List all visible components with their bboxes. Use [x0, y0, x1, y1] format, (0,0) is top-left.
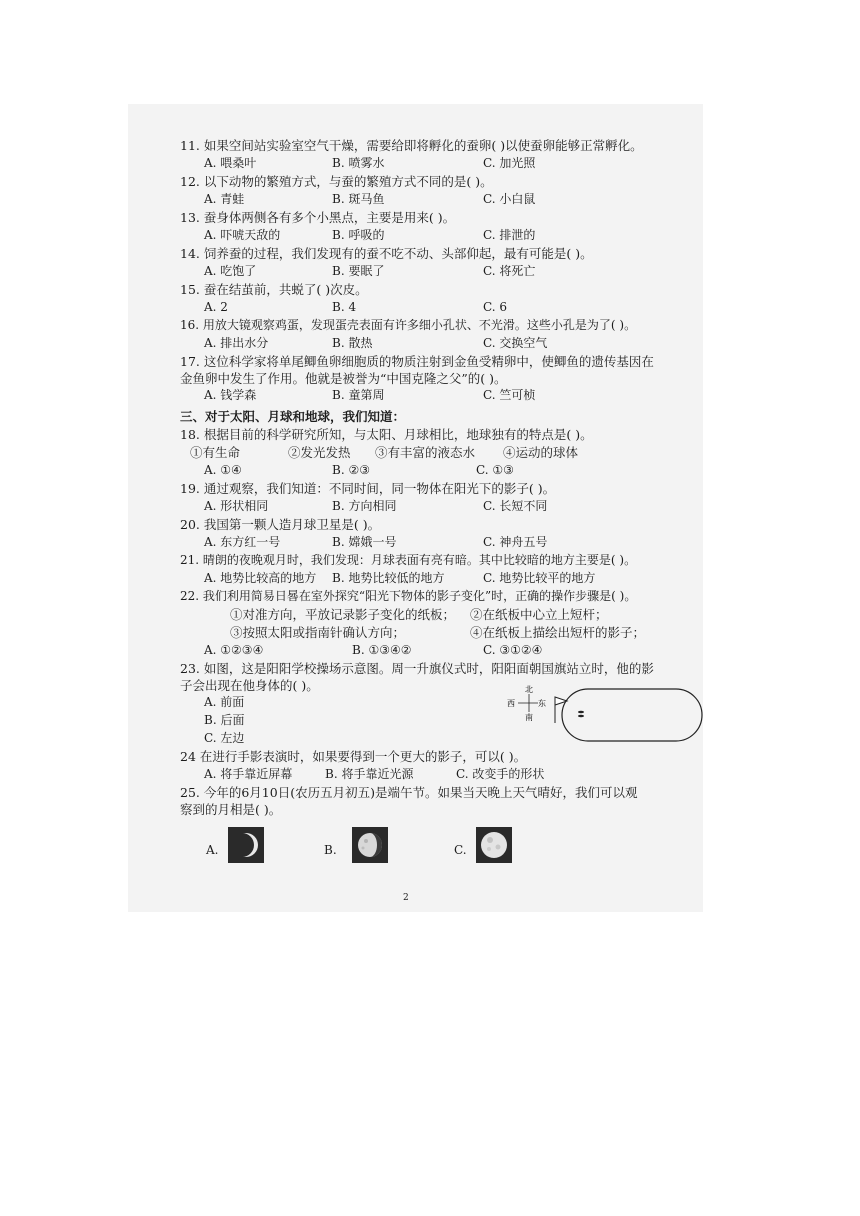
question-stem: 22. 我们利用简易日晷在室外探究“阳光下物体的影子变化”时，正确的操作步骤是( )。	[180, 589, 637, 603]
step-3: ③按照太阳或指南针确认方向；	[230, 625, 406, 640]
option-a: A. 地势比较高的地方	[204, 571, 317, 585]
crescent-moon-image	[228, 827, 264, 863]
options-row	[180, 264, 700, 282]
statement-4: ④运动的球体	[503, 445, 579, 460]
options-row	[180, 571, 700, 589]
question-stem-line2: 察到的月相是( )。	[180, 802, 282, 817]
options-row	[180, 300, 700, 318]
question-block	[180, 210, 700, 246]
gibbous-moon-image	[352, 827, 388, 863]
compass-north: 北	[525, 685, 533, 694]
question-stem-line1: 25. 今年的6月10日(农历五月初五)是端午节。如果当天晚上天气晴好，我们可以观	[180, 785, 638, 800]
option-a: A. 钱学森	[204, 388, 257, 402]
options-row	[180, 499, 700, 517]
question-block	[180, 282, 700, 318]
option-b: B. 方向相同	[332, 499, 397, 513]
question-stem: 15. 蚕在结茧前，共蜕了( )次皮。	[180, 282, 368, 297]
statement-row	[180, 445, 700, 463]
option-b-label: B.	[324, 843, 337, 857]
option-a: A. 喂桑叶	[204, 156, 257, 170]
option-c: C. ①③	[476, 463, 514, 477]
option-a: A. ①②③④	[204, 643, 264, 657]
option-c: C. 地势比较平的地方	[483, 571, 596, 585]
page-number: 2	[403, 893, 409, 903]
option-a: A. 吃饱了	[204, 264, 257, 278]
option-c: C. 交换空气	[483, 336, 548, 350]
option-c: C. 竺可桢	[483, 388, 536, 402]
option-b: B. 童第周	[332, 388, 385, 402]
option-b: B. 呼吸的	[332, 228, 385, 242]
options-row	[180, 192, 700, 210]
options-row	[180, 336, 700, 354]
student-marker-icon	[578, 711, 584, 718]
step-1: ①对准方向，平放记录影子变化的纸板；	[230, 607, 456, 622]
option-a: A. 吓唬天敌的	[204, 228, 281, 242]
question-stem: 18. 根据目前的科学研究所知，与太阳、月球相比，地球独有的特点是( )。	[180, 427, 593, 442]
option-b: B. 散热	[332, 336, 373, 350]
option-a: A. 将手靠近屏幕	[204, 767, 293, 781]
option-c: C. 长短不同	[483, 499, 548, 513]
options-row	[180, 463, 700, 481]
question-stem-line1: 23. 如图，这是阳阳学校操场示意图。周一升旗仪式时，阳阳面朝国旗站立时，他的影	[180, 661, 654, 676]
statement-3: ③有丰富的液态水	[375, 445, 476, 460]
compass-south: 南	[525, 713, 533, 722]
option-a: A. 青蛙	[204, 192, 245, 206]
playground-diagram	[505, 683, 705, 749]
exam-sheet	[180, 138, 700, 873]
options-row	[180, 228, 700, 246]
running-track	[562, 689, 702, 741]
option-b: B. 喷雾水	[332, 156, 385, 170]
question-block	[180, 427, 700, 481]
option-b: B. 将手靠近光源	[325, 767, 414, 781]
option-a: A. 形状相同	[204, 499, 269, 513]
options-row	[180, 767, 700, 785]
question-block	[180, 174, 700, 210]
compass-west: 西	[507, 699, 515, 708]
option-b: B. 要眠了	[332, 264, 385, 278]
flag-icon	[555, 697, 567, 723]
section-heading: 三、对于太阳、月球和地球，我们知道：	[180, 409, 406, 424]
option-a-label: A. 前面	[204, 695, 245, 709]
question-block	[180, 138, 700, 174]
compass-arrows-icon	[518, 694, 538, 712]
step-2: ②在纸板中心立上短杆；	[470, 607, 608, 622]
question-block	[180, 246, 700, 282]
option-c: C. 加光照	[483, 156, 536, 170]
question-block	[180, 553, 700, 589]
full-moon-image	[476, 827, 512, 863]
option-c: C. 将死亡	[483, 264, 536, 278]
question-stem: 21. 晴朗的夜晚观月时，我们发现：月球表面有亮有暗。其中比较暗的地方主要是( )。	[180, 553, 637, 567]
question-stem: 16. 用放大镜观察鸡蛋，发现蛋壳表面有许多细小孔状、不光滑。这些小孔是为了( )。	[180, 318, 637, 332]
option-b: B. 嫦娥一号	[332, 535, 397, 549]
options-row	[180, 535, 700, 553]
question-block	[180, 481, 700, 517]
question-block	[180, 785, 700, 873]
option-b: B. ①③④②	[352, 643, 412, 657]
question-stem-line1: 17. 这位科学家将单尾鲫鱼卵细胞质的物质注射到金鱼受精卵中，使鲫鱼的遗传基因在	[180, 354, 654, 369]
option-a: A. 2	[204, 300, 228, 314]
question-block	[180, 517, 700, 553]
option-b: B. 地势比较低的地方	[332, 571, 445, 585]
question-block	[180, 589, 700, 661]
question-stem: 11. 如果空间站实验室空气干燥，需要给即将孵化的蚕卵( )以使蚕卵能够正常孵化。	[180, 138, 643, 153]
question-block	[180, 661, 700, 749]
question-stem: 24 在进行手影表演时，如果要得到一个更大的影子，可以( )。	[180, 749, 527, 764]
question-block	[180, 354, 700, 406]
option-c: C. 小白鼠	[483, 192, 536, 206]
question-stem: 12. 以下动物的繁殖方式，与蚕的繁殖方式不同的是( )。	[180, 174, 493, 189]
option-c: C. 神舟五号	[483, 535, 548, 549]
question-stem: 19. 通过观察，我们知道：不同时间，同一物体在阳光下的影子( )。	[180, 481, 556, 496]
options-row	[180, 156, 700, 174]
option-a: A. ①④	[204, 463, 242, 477]
option-b: B. ②③	[332, 463, 370, 477]
step-row	[180, 625, 700, 643]
question-stem: 20. 我国第一颗人造月球卫星是( )。	[180, 517, 381, 532]
question-stem-line2: 子会出现在他身体的( )。	[180, 678, 319, 693]
option-b: B. 斑马鱼	[332, 192, 385, 206]
option-a: A. 排出水分	[204, 336, 269, 350]
option-c-label: C.	[454, 843, 467, 857]
compass-east: 东	[538, 699, 546, 708]
options-row	[180, 388, 700, 406]
option-b: B. 4	[332, 300, 357, 314]
option-b-label: B. 后面	[204, 713, 245, 727]
option-c: C. 改变手的形状	[456, 767, 545, 781]
question-block	[180, 749, 700, 785]
statement-1: ①有生命	[190, 445, 241, 460]
option-c: C. 排泄的	[483, 228, 536, 242]
question-stem-line2: 金鱼卵中发生了作用。他就是被誉为“中国克隆之父”的( )。	[180, 371, 507, 386]
moon-phase-options	[180, 825, 700, 873]
options-row	[180, 643, 700, 661]
option-c: C. 6	[483, 300, 508, 314]
option-a-label: A.	[206, 843, 219, 857]
statement-2: ②发光发热	[288, 445, 351, 460]
question-stem: 14. 饲养蚕的过程，我们发现有的蚕不吃不动、头部仰起，最有可能是( )。	[180, 246, 593, 261]
step-row	[180, 607, 700, 625]
question-stem: 13. 蚕身体两侧各有多个小黑点，主要是用来( )。	[180, 210, 456, 225]
option-a: A. 东方红一号	[204, 535, 281, 549]
question-block	[180, 318, 700, 354]
step-4: ④在纸板上描绘出短杆的影子；	[470, 625, 646, 640]
option-c-label: C. 左边	[204, 731, 245, 745]
option-c: C. ③①②④	[483, 643, 543, 657]
